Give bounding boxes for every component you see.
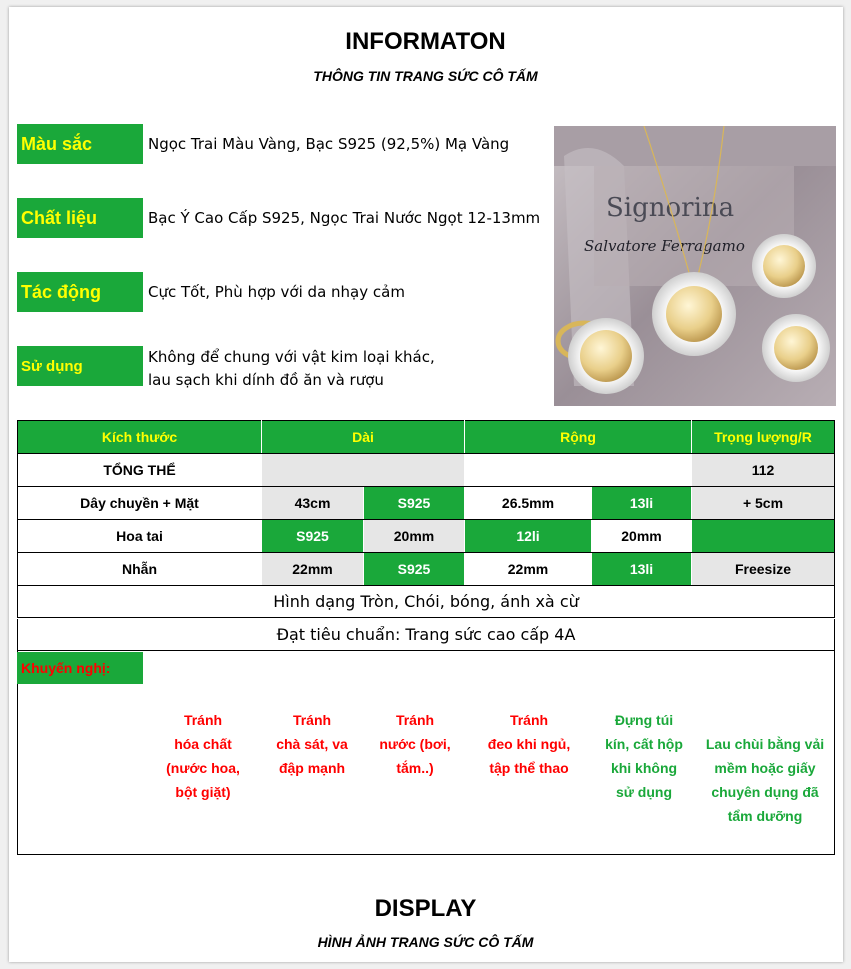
standard-line: Đạt tiêu chuẩn: Trang sức cao cấp 4A: [17, 619, 835, 651]
tip-sleep: [470, 708, 588, 780]
shape-line: Hình dạng Tròn, Chói, bóng, ánh xà cừ: [17, 586, 835, 618]
table-row: [18, 454, 835, 487]
header-length: Dài: [262, 421, 465, 454]
spec-label-effect: Tác động: [17, 272, 143, 312]
header-size: Kích thước: [18, 421, 262, 454]
tip-line: Tránh: [183, 712, 223, 728]
tip-line: khi không: [610, 760, 678, 776]
earring-2: [762, 314, 830, 382]
spec-usage-line-2: lau sạch khi dính đồ ăn và rượu: [148, 371, 384, 389]
tip-line: tẩm dưỡng: [727, 808, 803, 824]
tip-line: Tránh: [509, 712, 549, 728]
page-subtitle: THÔNG TIN TRANG SỨC CÔ TẤM: [313, 68, 538, 84]
tip-line: tập thể thao: [489, 760, 569, 776]
tip-line: Đựng túi: [614, 712, 674, 728]
tip-impact: [258, 708, 366, 780]
size-table: [17, 420, 835, 586]
spec-value-effect: Cực Tốt, Phù hợp với da nhạy cảm: [148, 283, 405, 301]
bottle-text: Signorina: [606, 193, 735, 223]
tip-line: nước (bơi,: [379, 736, 451, 752]
row-name: Dây chuyền + Mặt: [18, 487, 262, 520]
tip-line: Tránh: [292, 712, 332, 728]
spec-label-usage: Sử dụng: [17, 346, 143, 386]
tip-line: kín, cất hộp: [605, 736, 683, 752]
table-cell: S925: [364, 487, 465, 520]
recommendations-label: Khuyến nghị:: [17, 652, 143, 684]
tip-line: tắm..): [396, 760, 434, 776]
table-cell: 12li: [465, 520, 592, 553]
table-cell: S925: [364, 553, 465, 586]
spec-usage-line-1: Không để chung với vật kim loại khác,: [148, 348, 435, 366]
tip-line: Tránh: [395, 712, 435, 728]
product-photo: [554, 126, 836, 406]
spec-value-color: Ngọc Trai Màu Vàng, Bạc S925 (92,5%) Mạ Vàng: [148, 135, 510, 153]
table-cell: Freesize: [692, 553, 835, 586]
tip-line: bột giặt): [175, 784, 231, 800]
table-cell: [262, 454, 465, 487]
spec-value-material: Bạc Ý Cao Cấp S925, Ngọc Trai Nước Ngọt 12-13mm: [148, 209, 541, 227]
spec-label-material: Chất liệu: [17, 198, 143, 238]
table-row: [18, 553, 835, 586]
tip-line: đeo khi ngủ,: [487, 736, 571, 752]
table-cell: [465, 454, 692, 487]
header-width: Rộng: [465, 421, 692, 454]
table-cell: 112: [692, 454, 835, 487]
tip-line: đập mạnh: [278, 760, 346, 776]
spec-value-usage: [148, 346, 435, 392]
table-cell: [692, 520, 835, 553]
header-weight: Trọng lượng/R: [692, 421, 835, 454]
table-cell: 13li: [592, 487, 692, 520]
row-name: TỔNG THỂ: [18, 454, 262, 487]
earring-1: [752, 234, 816, 298]
table-cell: 22mm: [465, 553, 592, 586]
table-row: [18, 520, 835, 553]
display-title: DISPLAY: [374, 895, 477, 922]
tip-line: (nước hoa,: [166, 760, 240, 776]
pendant: [652, 272, 736, 356]
table-cell: S925: [262, 520, 364, 553]
tip-water: [366, 708, 464, 780]
tip-storage: [592, 708, 696, 804]
size-table-header: [18, 421, 835, 454]
table-cell: + 5cm: [692, 487, 835, 520]
table-cell: 26.5mm: [465, 487, 592, 520]
table-cell: 13li: [592, 553, 692, 586]
page-title: INFORMATON: [345, 28, 506, 55]
tip-cleaning: [696, 732, 834, 828]
row-name: Hoa tai: [18, 520, 262, 553]
tip-line: mềm hoặc giấy: [714, 760, 816, 776]
tip-line: Lau chùi bằng vải: [705, 736, 825, 752]
tip-line: hóa chất: [174, 736, 232, 752]
table-cell: 22mm: [262, 553, 364, 586]
tip-line: sử dụng: [615, 784, 673, 800]
product-photo-illustration: [554, 126, 836, 406]
table-cell: 20mm: [592, 520, 692, 553]
table-cell: 43cm: [262, 487, 364, 520]
table-row: [18, 487, 835, 520]
display-subtitle: HÌNH ẢNH TRANG SỨC CÔ TẤM: [317, 934, 534, 950]
tip-line: chuyên dụng đã: [711, 784, 819, 800]
spec-label-color: Màu sắc: [17, 124, 143, 164]
tip-line: chà sát, va: [276, 736, 348, 752]
table-cell: 20mm: [364, 520, 465, 553]
brand-text: Salvatore Ferragamo: [584, 237, 745, 255]
row-name: Nhẫn: [18, 553, 262, 586]
tip-chemicals: [148, 708, 258, 804]
